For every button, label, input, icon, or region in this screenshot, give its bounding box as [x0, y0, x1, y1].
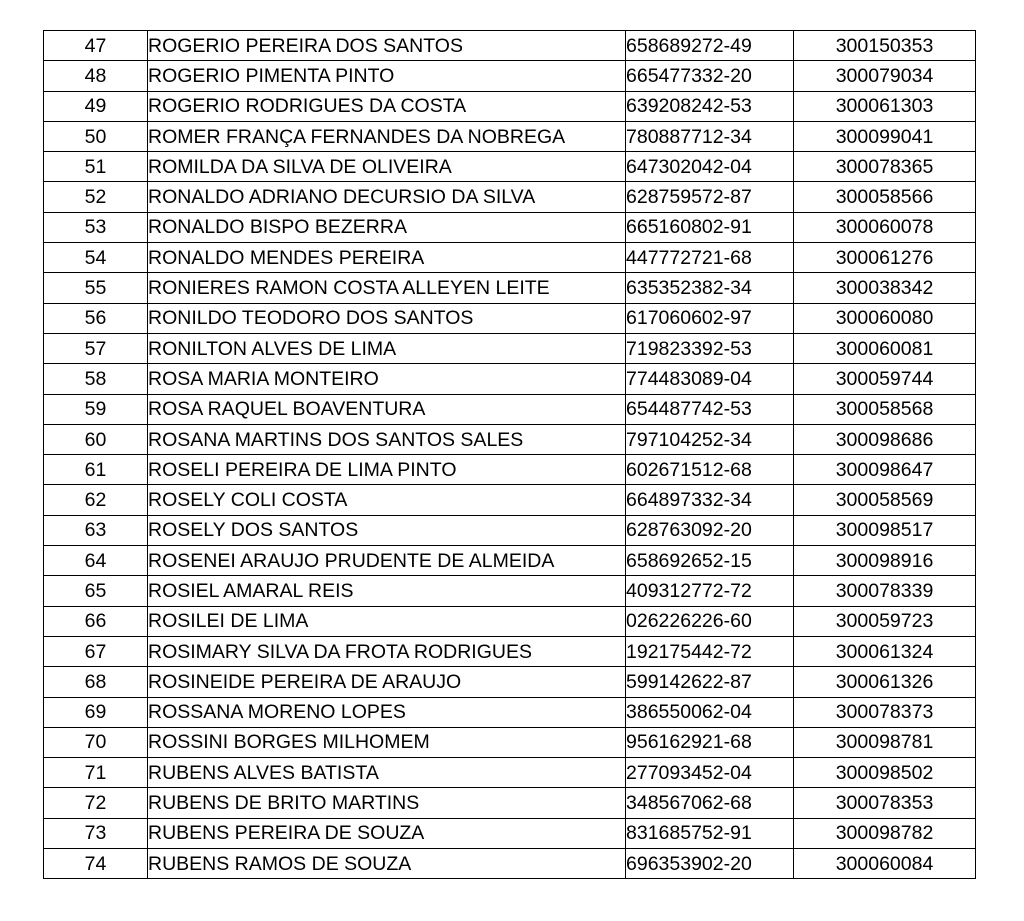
document-number-cell: 628759572-87 [626, 182, 794, 212]
row-number-cell: 67 [44, 636, 148, 666]
table-row [44, 121, 976, 151]
row-number-cell: 60 [44, 424, 148, 454]
person-name-cell: ROMER FRANÇA FERNANDES DA NOBREGA [148, 121, 626, 151]
person-name-cell: RONILTON ALVES DE LIMA [148, 333, 626, 363]
table-row [44, 364, 976, 394]
person-name-cell: ROSELI PEREIRA DE LIMA PINTO [148, 455, 626, 485]
row-number-cell: 69 [44, 697, 148, 727]
registration-id-cell: 300078365 [794, 152, 976, 182]
document-number-cell: 599142622-87 [626, 667, 794, 697]
registration-id-cell: 300060084 [794, 849, 976, 879]
row-number-cell: 71 [44, 758, 148, 788]
person-name-cell: ROGERIO PIMENTA PINTO [148, 61, 626, 91]
document-number-cell: 617060602-97 [626, 303, 794, 333]
document-number-cell: 277093452-04 [626, 758, 794, 788]
row-number-cell: 49 [44, 91, 148, 121]
document-number-cell: 664897332-34 [626, 485, 794, 515]
registration-id-cell: 300060081 [794, 333, 976, 363]
document-number-cell: 026226226-60 [626, 606, 794, 636]
document-number-cell: 386550062-04 [626, 697, 794, 727]
table-row [44, 152, 976, 182]
person-name-cell: RUBENS DE BRITO MARTINS [148, 788, 626, 818]
registration-id-cell: 300059744 [794, 364, 976, 394]
row-number-cell: 51 [44, 152, 148, 182]
registration-id-cell: 300098517 [794, 515, 976, 545]
registration-id-cell: 300098782 [794, 818, 976, 848]
table-row [44, 606, 976, 636]
registration-id-cell: 300098502 [794, 758, 976, 788]
person-name-cell: ROSA MARIA MONTEIRO [148, 364, 626, 394]
document-number-cell: 192175442-72 [626, 636, 794, 666]
registration-id-cell: 300058568 [794, 394, 976, 424]
person-name-cell: ROSELY COLI COSTA [148, 485, 626, 515]
table-row [44, 212, 976, 242]
row-number-cell: 50 [44, 121, 148, 151]
registration-id-cell: 300078373 [794, 697, 976, 727]
registration-id-cell: 300099041 [794, 121, 976, 151]
person-name-cell: ROGERIO RODRIGUES DA COSTA [148, 91, 626, 121]
registration-id-cell: 300078339 [794, 576, 976, 606]
row-number-cell: 53 [44, 212, 148, 242]
document-number-cell: 780887712-34 [626, 121, 794, 151]
row-number-cell: 72 [44, 788, 148, 818]
document-number-cell: 831685752-91 [626, 818, 794, 848]
person-name-cell: ROSELY DOS SANTOS [148, 515, 626, 545]
table-row [44, 424, 976, 454]
person-name-cell: ROSINEIDE PEREIRA DE ARAUJO [148, 667, 626, 697]
table-row [44, 849, 976, 879]
table-row [44, 394, 976, 424]
document-number-cell: 696353902-20 [626, 849, 794, 879]
table-row [44, 31, 976, 61]
document-number-cell: 639208242-53 [626, 91, 794, 121]
table-row [44, 273, 976, 303]
document-number-cell: 647302042-04 [626, 152, 794, 182]
registration-id-cell: 300079034 [794, 61, 976, 91]
document-number-cell: 797104252-34 [626, 424, 794, 454]
row-number-cell: 68 [44, 667, 148, 697]
roster-table [43, 30, 976, 879]
document-number-cell: 409312772-72 [626, 576, 794, 606]
row-number-cell: 73 [44, 818, 148, 848]
person-name-cell: ROSENEI ARAUJO PRUDENTE DE ALMEIDA [148, 546, 626, 576]
row-number-cell: 57 [44, 333, 148, 363]
document-number-cell: 348567062-68 [626, 788, 794, 818]
person-name-cell: RONALDO BISPO BEZERRA [148, 212, 626, 242]
person-name-cell: ROSANA MARTINS DOS SANTOS SALES [148, 424, 626, 454]
row-number-cell: 47 [44, 31, 148, 61]
person-name-cell: RONALDO ADRIANO DECURSIO DA SILVA [148, 182, 626, 212]
table-row [44, 61, 976, 91]
person-name-cell: RUBENS RAMOS DE SOUZA [148, 849, 626, 879]
table-row [44, 636, 976, 666]
table-row [44, 576, 976, 606]
row-number-cell: 48 [44, 61, 148, 91]
table-row [44, 515, 976, 545]
registration-id-cell: 300098647 [794, 455, 976, 485]
row-number-cell: 55 [44, 273, 148, 303]
person-name-cell: ROGERIO PEREIRA DOS SANTOS [148, 31, 626, 61]
table-row [44, 788, 976, 818]
registration-id-cell: 300060078 [794, 212, 976, 242]
table-row [44, 303, 976, 333]
row-number-cell: 65 [44, 576, 148, 606]
row-number-cell: 70 [44, 727, 148, 757]
person-name-cell: RONILDO TEODORO DOS SANTOS [148, 303, 626, 333]
document-number-cell: 665477332-20 [626, 61, 794, 91]
document-number-cell: 956162921-68 [626, 727, 794, 757]
table-row [44, 727, 976, 757]
person-name-cell: ROSSINI BORGES MILHOMEM [148, 727, 626, 757]
row-number-cell: 62 [44, 485, 148, 515]
registration-id-cell: 300058569 [794, 485, 976, 515]
table-row [44, 697, 976, 727]
table-row [44, 91, 976, 121]
registration-id-cell: 300061324 [794, 636, 976, 666]
registration-id-cell: 300060080 [794, 303, 976, 333]
row-number-cell: 58 [44, 364, 148, 394]
registration-id-cell: 300098686 [794, 424, 976, 454]
registration-id-cell: 300150353 [794, 31, 976, 61]
person-name-cell: RONIERES RAMON COSTA ALLEYEN LEITE [148, 273, 626, 303]
row-number-cell: 59 [44, 394, 148, 424]
registration-id-cell: 300098916 [794, 546, 976, 576]
document-number-cell: 628763092-20 [626, 515, 794, 545]
person-name-cell: ROSILEI DE LIMA [148, 606, 626, 636]
registration-id-cell: 300061276 [794, 243, 976, 273]
document-number-cell: 658689272-49 [626, 31, 794, 61]
table-row [44, 243, 976, 273]
row-number-cell: 66 [44, 606, 148, 636]
registration-id-cell: 300059723 [794, 606, 976, 636]
person-name-cell: RUBENS ALVES BATISTA [148, 758, 626, 788]
document-number-cell: 654487742-53 [626, 394, 794, 424]
document-number-cell: 665160802-91 [626, 212, 794, 242]
person-name-cell: ROSIMARY SILVA DA FROTA RODRIGUES [148, 636, 626, 666]
row-number-cell: 61 [44, 455, 148, 485]
document-number-cell: 602671512-68 [626, 455, 794, 485]
table-row [44, 818, 976, 848]
registration-id-cell: 300098781 [794, 727, 976, 757]
table-row [44, 455, 976, 485]
row-number-cell: 54 [44, 243, 148, 273]
document-number-cell: 719823392-53 [626, 333, 794, 363]
registration-id-cell: 300038342 [794, 273, 976, 303]
document-number-cell: 447772721-68 [626, 243, 794, 273]
row-number-cell: 52 [44, 182, 148, 212]
person-name-cell: RUBENS PEREIRA DE SOUZA [148, 818, 626, 848]
document-number-cell: 635352382-34 [626, 273, 794, 303]
person-name-cell: ROSIEL AMARAL REIS [148, 576, 626, 606]
registration-id-cell: 300061303 [794, 91, 976, 121]
registration-id-cell: 300058566 [794, 182, 976, 212]
table-row [44, 667, 976, 697]
table-row [44, 485, 976, 515]
document-number-cell: 774483089-04 [626, 364, 794, 394]
person-name-cell: ROSA RAQUEL BOAVENTURA [148, 394, 626, 424]
person-name-cell: RONALDO MENDES PEREIRA [148, 243, 626, 273]
person-name-cell: ROSSANA MORENO LOPES [148, 697, 626, 727]
row-number-cell: 56 [44, 303, 148, 333]
row-number-cell: 64 [44, 546, 148, 576]
table-row [44, 546, 976, 576]
document-number-cell: 658692652-15 [626, 546, 794, 576]
roster-table-body [44, 31, 976, 879]
table-row [44, 758, 976, 788]
table-row [44, 182, 976, 212]
person-name-cell: ROMILDA DA SILVA DE OLIVEIRA [148, 152, 626, 182]
registration-id-cell: 300061326 [794, 667, 976, 697]
table-row [44, 333, 976, 363]
registration-id-cell: 300078353 [794, 788, 976, 818]
row-number-cell: 63 [44, 515, 148, 545]
row-number-cell: 74 [44, 849, 148, 879]
